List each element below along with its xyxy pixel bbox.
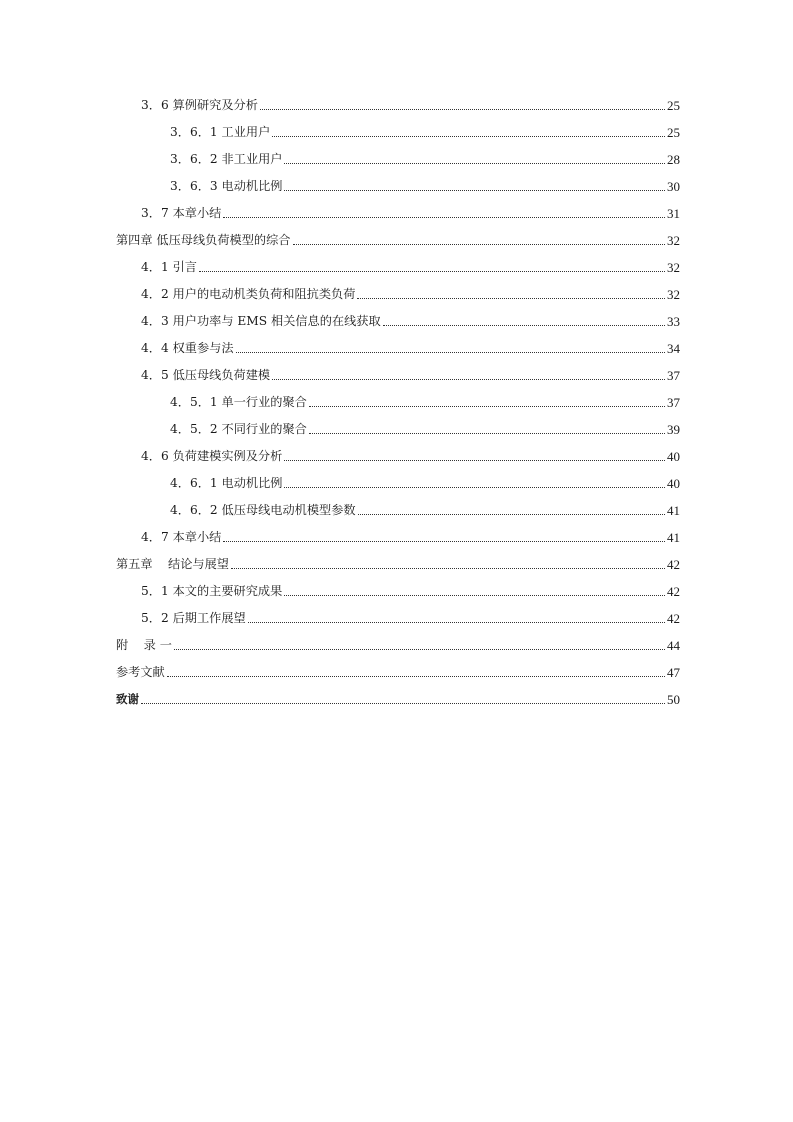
toc-entry-page: 42 (667, 584, 680, 599)
toc-entry-3-6-2[interactable] (0, 146, 793, 173)
dot-leader (383, 325, 665, 326)
toc-entry-title: 4．6．2 低压母线电动机模型参数 (170, 503, 356, 517)
toc-entry-page: 40 (667, 476, 680, 491)
toc-entry-title: 参考文献 (116, 665, 165, 679)
toc-entry-4-4[interactable] (0, 335, 793, 362)
dot-leader (272, 379, 665, 380)
toc-entry-chapter-4[interactable] (0, 227, 793, 254)
toc-entry-title: 5．2 后期工作展望 (141, 611, 246, 625)
toc-entry-4-6[interactable] (0, 443, 793, 470)
toc-entry-title: 4．5．1 单一行业的聚合 (170, 395, 307, 409)
toc-entry-4-1[interactable] (0, 254, 793, 281)
toc-entry-title: 4．2 用户的电动机类负荷和阻抗类负荷 (141, 287, 356, 301)
toc-entry-3-6-3[interactable] (0, 173, 793, 200)
toc-entry-page: 37 (667, 395, 680, 410)
dot-leader (199, 271, 665, 272)
toc-entry-title: 4．6．1 电动机比例 (170, 476, 283, 490)
toc-entry-4-6-1[interactable] (0, 470, 793, 497)
dot-leader (358, 514, 665, 515)
toc-entry-title: 5．1 本文的主要研究成果 (141, 584, 283, 598)
toc-entry-title: 4．3 用户功率与 EMS 相关信息的在线获取 (141, 314, 381, 328)
toc-entry-3-6-1[interactable] (0, 119, 793, 146)
toc-entry-page: 32 (667, 260, 680, 275)
toc-entry-title: 3．6．2 非工业用户 (170, 152, 283, 166)
toc-entry-4-5[interactable] (0, 362, 793, 389)
toc-entry-3-7[interactable] (0, 200, 793, 227)
toc-entry-chapter-5[interactable] (0, 551, 793, 578)
toc-entry-4-6-2[interactable] (0, 497, 793, 524)
toc-entry-page: 25 (667, 125, 680, 140)
toc-entry-title: 3．6 算例研究及分析 (141, 98, 258, 112)
dot-leader (141, 703, 665, 704)
dot-leader (284, 190, 665, 191)
dot-leader (357, 298, 665, 299)
toc-entry-page: 30 (667, 179, 680, 194)
toc-entry-appendix-1[interactable] (0, 632, 793, 659)
toc-entry-page: 31 (667, 206, 680, 221)
toc-entry-title: 第四章 低压母线负荷模型的综合 (116, 233, 291, 247)
toc-entry-page: 33 (667, 314, 680, 329)
dot-leader (284, 487, 665, 488)
toc-entry-title: 4．5 低压母线负荷建模 (141, 368, 271, 382)
toc-entry-page: 37 (667, 368, 680, 383)
dot-leader (309, 433, 665, 434)
toc-entry-4-3[interactable] (0, 308, 793, 335)
toc-entry-page: 39 (667, 422, 680, 437)
toc-entry-page: 47 (667, 665, 680, 680)
toc-entry-page: 42 (667, 611, 680, 626)
dot-leader (174, 649, 665, 650)
toc-entry-page: 28 (667, 152, 680, 167)
toc-entry-title: 4．5．2 不同行业的聚合 (170, 422, 307, 436)
toc-entry-title: 第五章 结论与展望 (116, 557, 229, 571)
dot-leader (223, 541, 665, 542)
toc-entry-acknowledgements[interactable] (0, 686, 793, 713)
table-of-contents (0, 92, 793, 713)
toc-entry-page: 40 (667, 449, 680, 464)
dot-leader (236, 352, 665, 353)
dot-leader (284, 163, 665, 164)
toc-entry-3-6[interactable] (0, 92, 793, 119)
toc-entry-4-5-2[interactable] (0, 416, 793, 443)
toc-entry-title: 4．4 权重参与法 (141, 341, 234, 355)
toc-entry-page: 32 (667, 233, 680, 248)
toc-entry-title: 4．6 负荷建模实例及分析 (141, 449, 283, 463)
toc-entry-title: 3．6．3 电动机比例 (170, 179, 283, 193)
dot-leader (260, 109, 665, 110)
toc-entry-page: 42 (667, 557, 680, 572)
toc-entry-page: 41 (667, 530, 680, 545)
toc-entry-page: 34 (667, 341, 680, 356)
dot-leader (272, 136, 665, 137)
toc-entry-title: 4．7 本章小结 (141, 530, 222, 544)
toc-entry-title: 4．1 引言 (141, 260, 197, 274)
toc-entry-5-1[interactable] (0, 578, 793, 605)
dot-leader (248, 622, 665, 623)
dot-leader (167, 676, 665, 677)
toc-entry-page: 32 (667, 287, 680, 302)
dot-leader (231, 568, 665, 569)
toc-entry-4-5-1[interactable] (0, 389, 793, 416)
toc-entry-title: 3．6．1 工业用户 (170, 125, 271, 139)
dot-leader (293, 244, 666, 245)
toc-entry-4-2[interactable] (0, 281, 793, 308)
toc-entry-references[interactable] (0, 659, 793, 686)
toc-entry-4-7[interactable] (0, 524, 793, 551)
toc-entry-page: 25 (667, 98, 680, 113)
dot-leader (309, 406, 665, 407)
toc-entry-page: 44 (667, 638, 680, 653)
dot-leader (284, 595, 665, 596)
toc-entry-title: 3．7 本章小结 (141, 206, 222, 220)
dot-leader (223, 217, 665, 218)
toc-entry-5-2[interactable] (0, 605, 793, 632)
toc-entry-title: 附 录 一 (116, 638, 172, 652)
dot-leader (284, 460, 665, 461)
toc-entry-page: 50 (667, 692, 680, 707)
toc-entry-title: 致谢 (116, 692, 139, 706)
toc-entry-page: 41 (667, 503, 680, 518)
